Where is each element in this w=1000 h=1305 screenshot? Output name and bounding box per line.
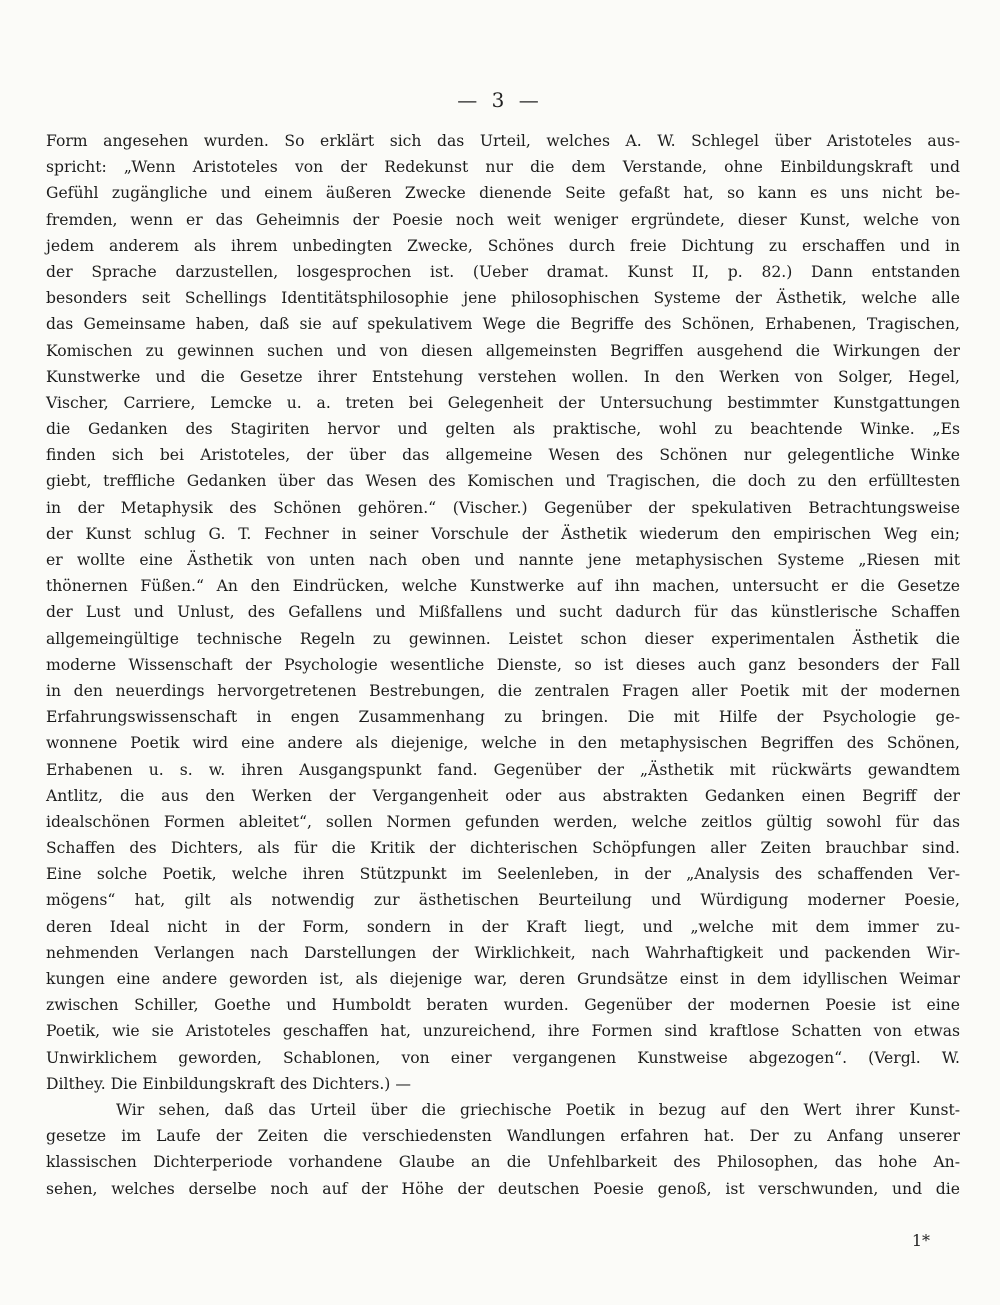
text-line: finden sich bei Aristoteles, der über das allgemeine Wesen des Schönen nur gelegentliche Winke xyxy=(46,446,960,465)
text-line: kungen eine andere geworden ist, als diejenige war, deren Grundsätze einst in dem idyllischen Weimar xyxy=(46,970,960,988)
text-line: nehmenden Verlangen nach Darstellungen der Wirklichkeit, nach Wahrhaftigkeit und packenden Wir- xyxy=(46,943,960,962)
text-line: zwischen Schiller, Goethe und Humboldt beraten wurden. Gegenüber der modernen Poesie ist eine xyxy=(46,996,960,1015)
text-line: Vischer, Carriere, Lemcke u. a. treten bei Gelegenheit der Untersuchung bestimmter Kunstgattungen xyxy=(46,393,960,412)
text-line: Eine solche Poetik, welche ihren Stützpunkt im Seelenleben, in der „Analysis des schaffenden Ver- xyxy=(46,865,960,884)
text-line: allgemeingültige technische Regeln zu gewinnen. Leistet schon dieser experimentalen Ästhetik die xyxy=(46,629,960,648)
text-line: Gefühl zugängliche und einem äußeren Zwecke dienende Seite gefaßt hat, so kann es uns nicht be- xyxy=(46,184,960,203)
text-line: mögens“ hat, gilt als notwendig zur ästhetischen Beurteilung und Würdigung moderner Poesie, xyxy=(46,891,960,910)
text-line: thönernen Füßen.“ An den Eindrücken, welche Kunstwerke auf ihn machen, untersucht er die Gesetze xyxy=(46,577,960,596)
text-line: spricht: „Wenn Aristoteles von der Redekunst nur die dem Verstande, ohne Einbildungskraft und xyxy=(46,158,960,177)
text-line: gesetze im Laufe der Zeiten die verschiedensten Wandlungen erfahren hat. Der zu Anfang unserer xyxy=(46,1127,960,1146)
text-line: besonders seit Schellings Identitätsphilosophie jene philosophischen Systeme der Ästhetik, welche alle xyxy=(46,289,960,308)
text-line: die Gedanken des Stagiriten hervor und gelten als praktische, wohl zu beachtende Winke. „Es xyxy=(46,420,960,439)
text-line: das Gemeinsame haben, daß sie auf spekulativem Wege die Begriffe des Schönen, Erhabenen, Tragischen, xyxy=(46,315,960,334)
text-line: fremden, wenn er das Geheimnis der Poesie noch weit weniger ergründete, dieser Kunst, welche von xyxy=(46,210,960,229)
text-line: giebt, treffliche Gedanken über das Wesen des Komischen und Tragischen, die doch zu den erfülltesten xyxy=(46,472,960,491)
text-line: Wir sehen, daß das Urteil über die griechische Poetik in bezug auf den Wert ihrer Kunst- xyxy=(116,1100,960,1119)
text-line: Schaffen des Dichters, als für die Kritik der dichterischen Schöpfungen aller Zeiten brauchbar sind. xyxy=(46,839,960,858)
text-line: Antlitz, die aus den Werken der Vergangenheit oder aus abstrakten Gedanken einen Begriff der xyxy=(46,786,960,805)
page-number: — 3 — xyxy=(457,88,543,112)
text-line: Form angesehen wurden. So erklärt sich das Urteil, welches A. W. Schlegel über Aristoteles aus- xyxy=(46,132,960,150)
text-line: jedem anderem als ihrem unbedingten Zwecke, Schönes durch freie Dichtung zu erschaffen und in xyxy=(46,236,960,255)
text-line: in der Metaphysik des Schönen gehören.“ (Vischer.) Gegenüber der spekulativen Betrachtungsweise xyxy=(46,498,960,517)
text-line: Unwirklichem geworden, Schablonen, von einer vergangenen Kunstweise abgezogen“. (Vergl. W. xyxy=(46,1048,960,1067)
text-line: er wollte eine Ästhetik von unten nach oben und nannte jene metaphysischen Systeme „Riesen mit xyxy=(46,551,960,569)
text-line: in den neuerdings hervorgetretenen Bestrebungen, die zentralen Fragen aller Poetik mit der modernen xyxy=(46,681,960,700)
paragraph-2 xyxy=(46,1097,960,1202)
text-line: idealschönen Formen ableitet“, sollen Normen gefunden werden, welche zeitlos gültig sowohl für das xyxy=(46,812,960,831)
text-line: deren Ideal nicht in der Form, sondern in der Kraft liegt, und „welche mit dem immer zu- xyxy=(46,917,960,936)
text-line: klassischen Dichterperiode vorhandene Glaube an die Unfehlbarkeit des Philosophen, das hohe An- xyxy=(46,1153,960,1172)
text-line: Erhabenen u. s. w. ihren Ausgangspunkt fand. Gegenüber der „Ästhetik mit rückwärts gewandtem xyxy=(46,760,960,779)
text-line: Dilthey. Die Einbildungskraft des Dichters.) — xyxy=(46,1074,411,1093)
text-line: wonnene Poetik wird eine andere als diejenige, welche in den metaphysischen Begriffen des Schönen, xyxy=(46,734,960,753)
text-line: Erfahrungswissenschaft in engen Zusammenhang zu bringen. Die mit Hilfe der Psychologie ge- xyxy=(46,708,960,727)
text-line: der Kunst schlug G. T. Fechner in seiner Vorschule der Ästhetik wiederum den empirischen Weg ein; xyxy=(46,524,960,543)
body-text xyxy=(46,128,960,1202)
text-line: moderne Wissenschaft der Psychologie wesentliche Dienste, so ist dieses auch ganz besonders der Fall xyxy=(46,655,960,674)
text-line: der Sprache darzustellen, losgesprochen ist. (Ueber dramat. Kunst II, p. 82.) Dann entstanden xyxy=(46,262,960,281)
text-line: Poetik, wie sie Aristoteles geschaffen hat, unzureichend, ihre Formen sind kraftlose Schatten von etwas xyxy=(46,1022,960,1041)
text-line: Kunstwerke und die Gesetze ihrer Entstehung verstehen wollen. In den Werken von Solger, Hegel, xyxy=(46,367,960,386)
paragraph-1 xyxy=(46,128,960,1097)
text-line: der Lust und Unlust, des Gefallens und Mißfallens und sucht dadurch für das künstlerische Schaffen xyxy=(46,603,960,622)
text-line: Komischen zu gewinnen suchen und von diesen allgemeinsten Begriffen ausgehend die Wirkungen der xyxy=(46,341,960,360)
signature-mark: 1* xyxy=(911,1231,930,1250)
text-line: sehen, welches derselbe noch auf der Höhe der deutschen Poesie genoß, ist verschwunden, und die xyxy=(46,1179,960,1198)
